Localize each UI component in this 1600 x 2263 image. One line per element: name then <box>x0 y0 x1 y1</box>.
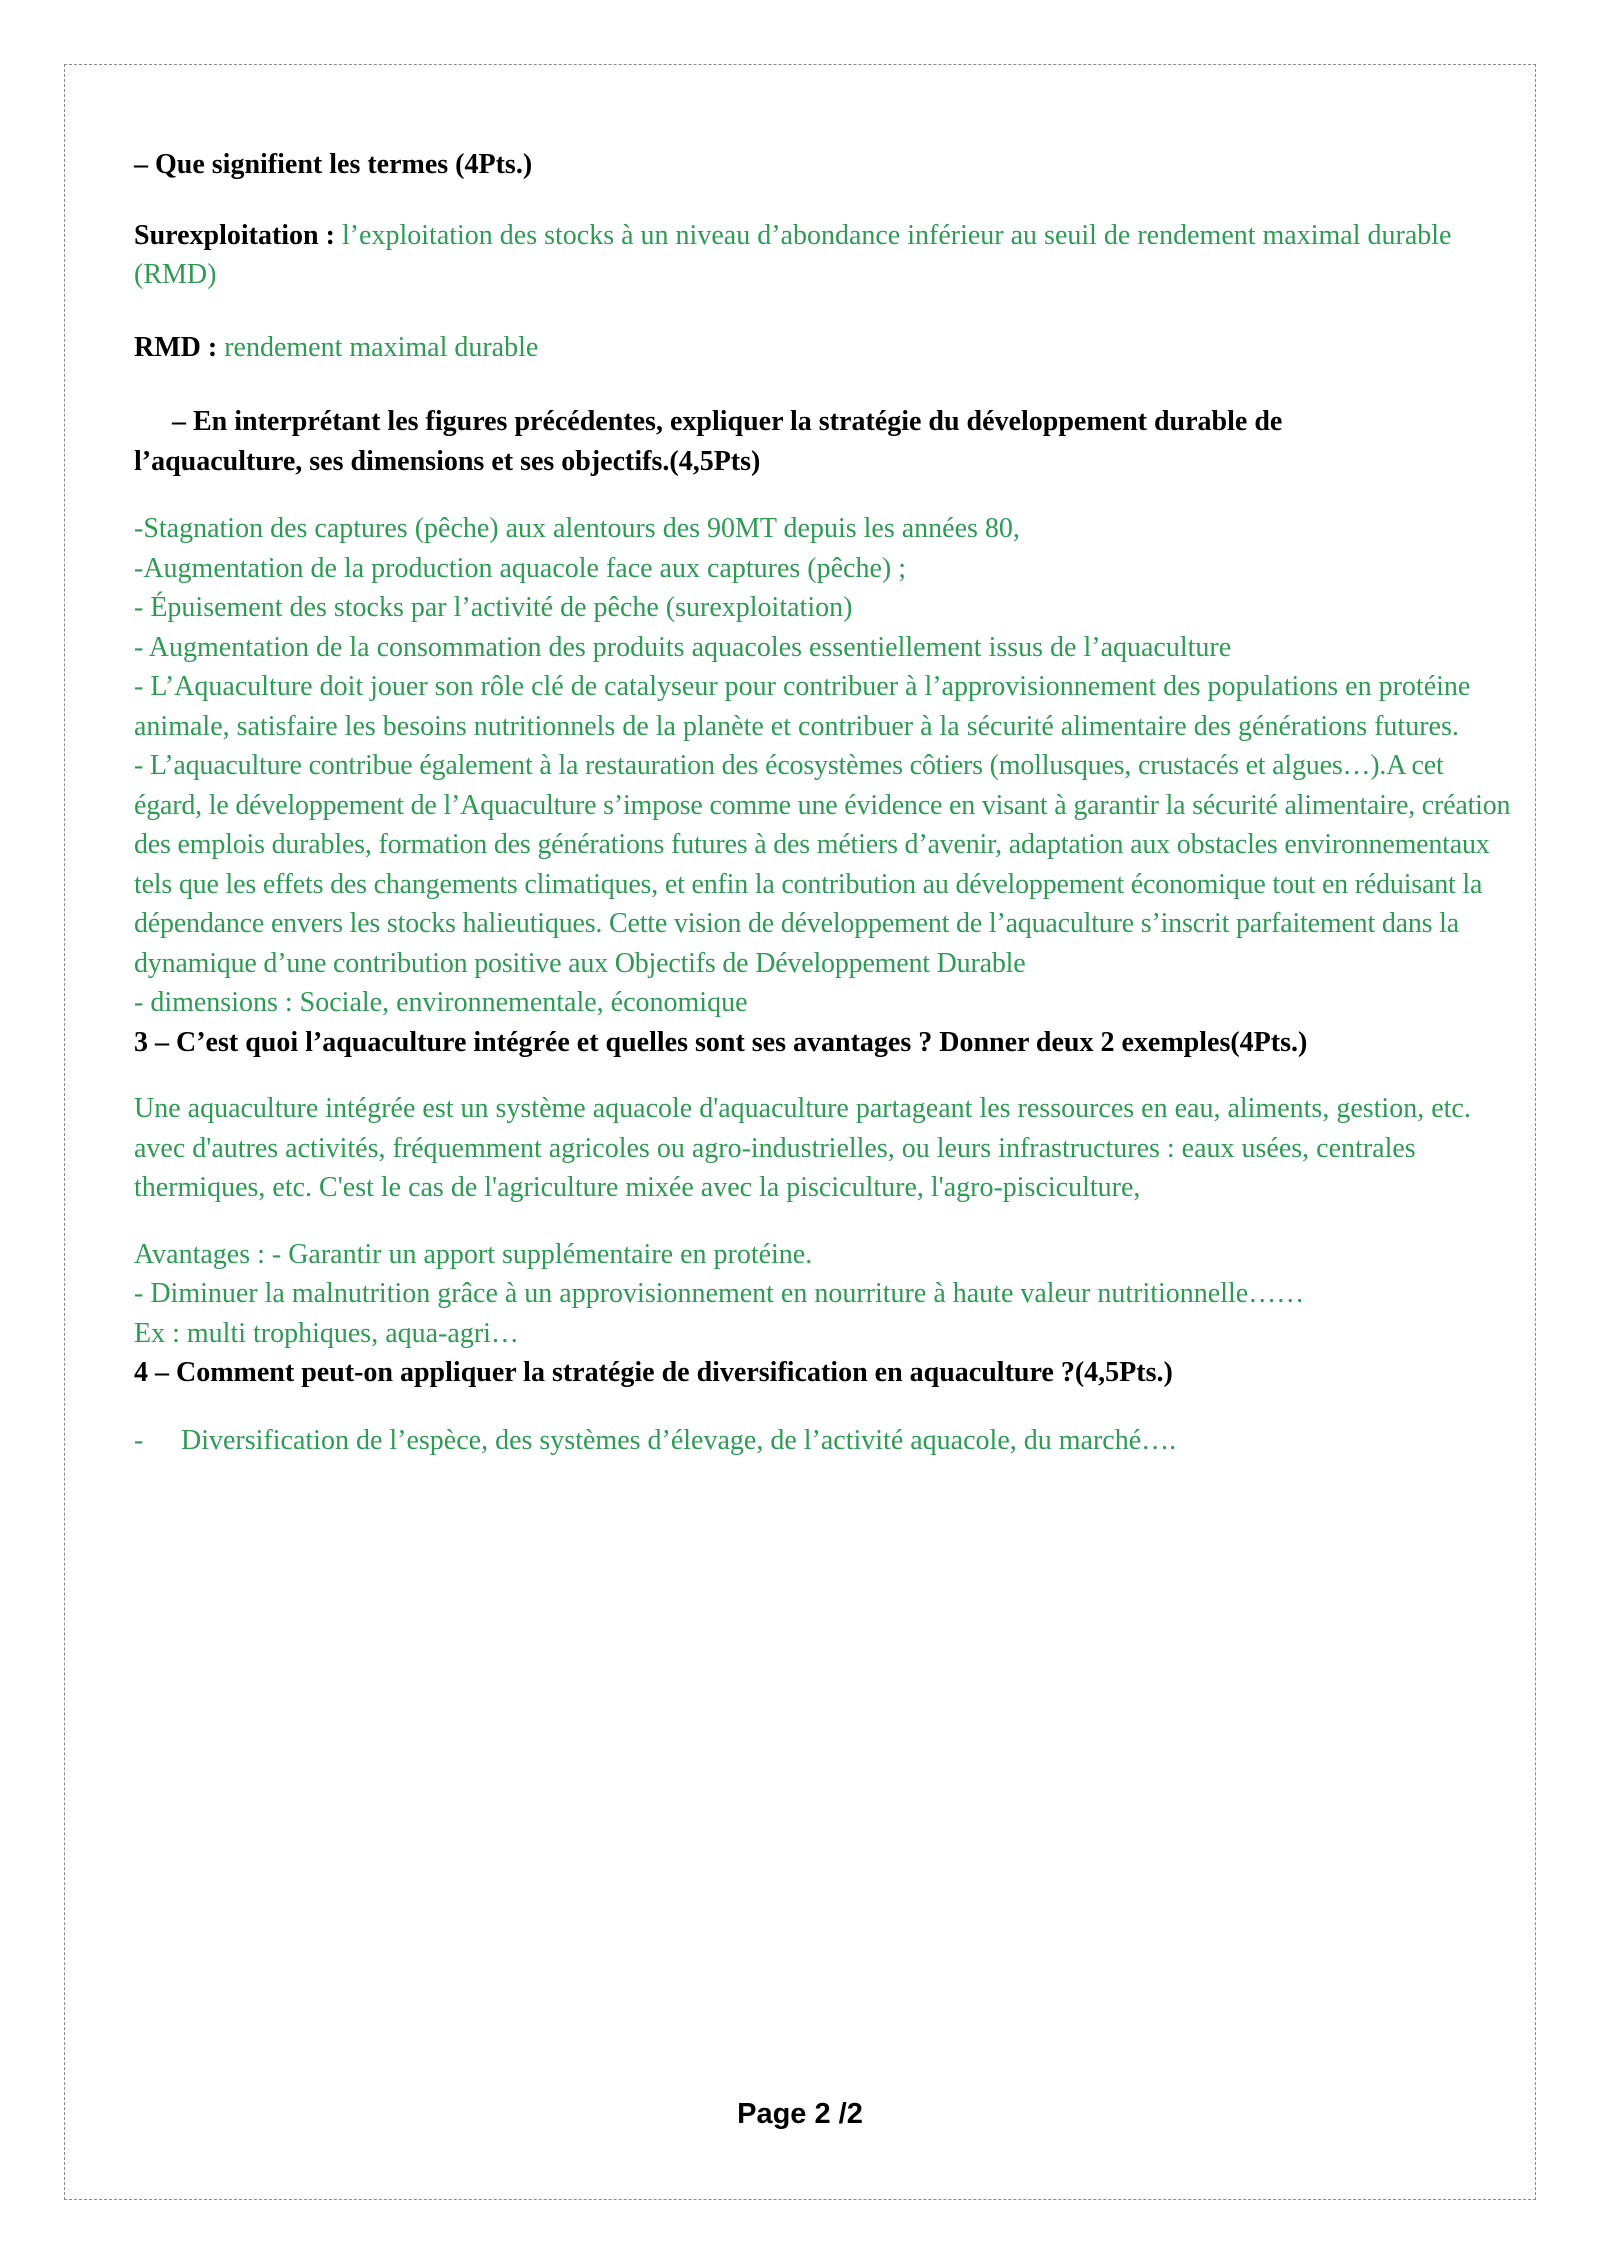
page-number: Page 2 /2 <box>737 2098 863 2130</box>
definition-surexploitation <box>134 216 1514 295</box>
answer-4 <box>134 1421 1514 1461</box>
list-item: -Augmentation de la production aquacole face aux captures (pêche) ; <box>134 552 906 584</box>
list-item: Ex : multi trophiques, aqua-agri… <box>134 1317 519 1349</box>
definition-rmd <box>134 328 1514 368</box>
list-item: - L’aquaculture contribue également à la restauration des écosystèmes côtiers (mollusques, crustacés et algues…).A cet égard, le développement de l’Aquaculture s’impose comme une évidence en visant à garantir la sécurité alimentaire, création des emplois durables, formation des générations futures à des métiers d’avenir, adaptation aux obstacles environnementaux tels que les effets des changements climatiques, et enfin la contribution au développement économique tout en réduisant la dépendance envers les stocks halieutiques. Cette vision de développement de l’aquaculture s’inscrit parfaitement dans la dynamique d’une contribution positive aux Objectifs de Développement Durable <box>134 750 1511 979</box>
term-label: Surexploitation : <box>134 219 335 251</box>
list-item: - L’Aquaculture doit jouer son rôle clé de catalyseur pour contribuer à l’approvisionnement des populations en protéine animale, satisfaire les besoins nutritionnels de la planète et contribuer à la sécurité alimentaire des générations futures. <box>134 671 1471 742</box>
answer-3-list <box>134 1235 1514 1354</box>
list-item: Avantages : - Garantir un apport supplémentaire en protéine. <box>134 1238 813 1270</box>
list-item: - Diminuer la malnutrition grâce à un approvisionnement en nourriture à haute valeur nutritionnelle…… <box>134 1278 1305 1309</box>
list-item: -Stagnation des captures (pêche) aux alentours des 90MT depuis les années 80, <box>134 513 1020 544</box>
list-item: - Épuisement des stocks par l’activité de pêche (surexploitation) <box>134 592 853 623</box>
term-definition: l’exploitation des stocks à un niveau d’abondance inférieur au seuil de rendement maximal durable (RMD) <box>134 219 1452 290</box>
question-2-line-1: – En interprétant les figures précédentes, expliquer la stratégie du développement durable de <box>172 406 1283 437</box>
question-4: 4 – Comment peut-on appliquer la stratégie de diversification en aquaculture ?(4,5Pts.) <box>134 1357 1173 1388</box>
answer-4-text: Diversification de l’espèce, des systèmes d’élevage, de l’activité aquacole, du marché…. <box>181 1424 1177 1456</box>
term-definition: rendement maximal durable <box>217 331 539 363</box>
list-item: - Augmentation de la consommation des produits aquacoles essentiellement issus de l’aquaculture <box>134 631 1232 663</box>
question-2-line-2: l’aquaculture, ses dimensions et ses objectifs.(4,5Pts) <box>134 445 761 477</box>
term-label: RMD : <box>134 331 218 363</box>
answer-2-list <box>134 509 1514 1023</box>
document-body <box>134 145 1514 1460</box>
question-terms: – Que signifient les termes (4Pts.) <box>134 149 533 180</box>
list-marker: - <box>134 1424 144 1456</box>
question-3: 3 – C’est quoi l’aquaculture intégrée et quelles sont ses avantages ? Donner deux 2 exemples(4Pts.) <box>134 1026 1308 1058</box>
list-item: - dimensions : Sociale, environnementale, économique <box>134 987 748 1018</box>
answer-3-paragraph: Une aquaculture intégrée est un système aquacole d'aquaculture partageant les ressources en eau, aliments, gestion, etc. avec d'autres activités, fréquemment agricoles ou agro-industrielles, ou leurs infrastructures : eaux usées, centrales thermiques, etc. C'est le cas de l'agriculture mixée avec la pisciculture, l'agro-pisciculture, <box>134 1093 1471 1203</box>
